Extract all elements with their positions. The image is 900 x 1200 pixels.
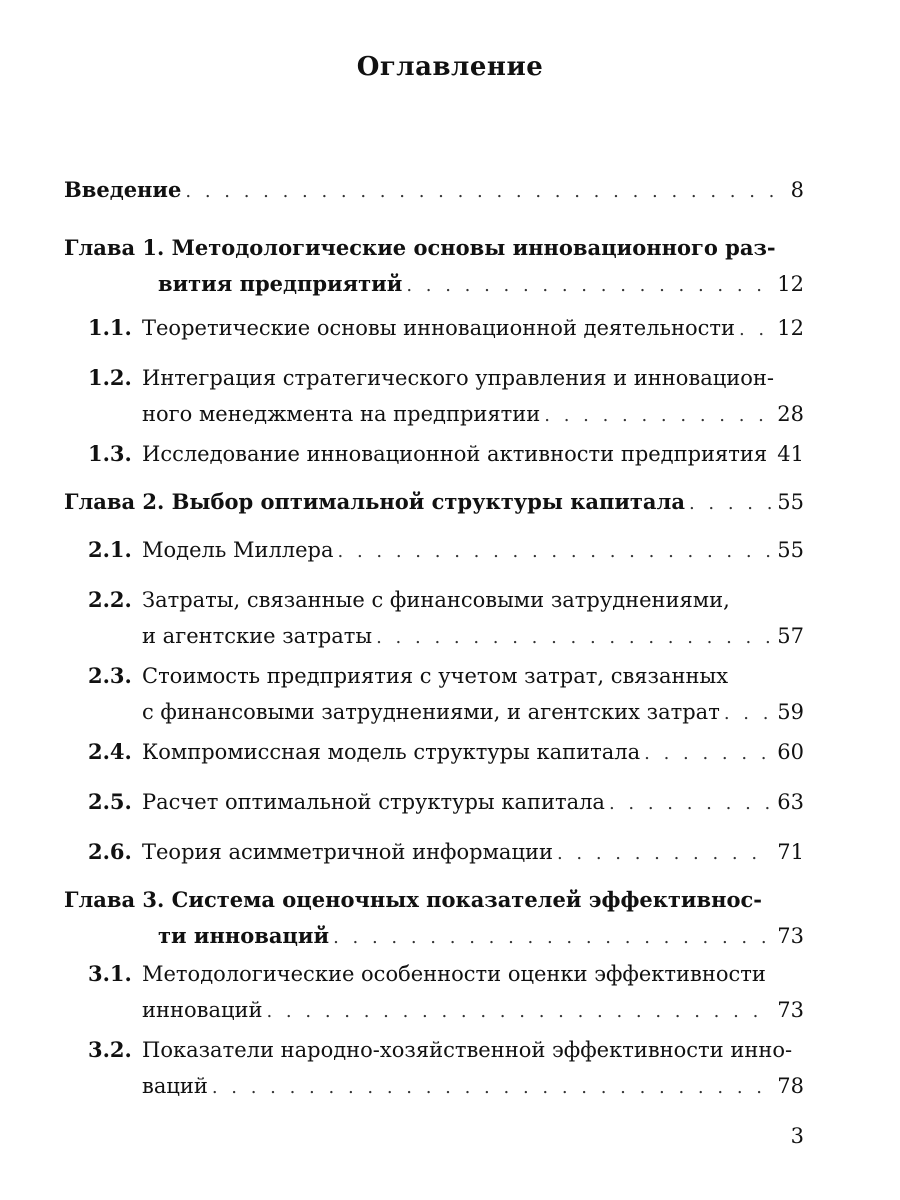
section-number: 2.5. xyxy=(88,789,132,814)
entry-label-cont: ного менеджмента на предприятии xyxy=(142,402,541,426)
dot-leader xyxy=(644,736,771,772)
toc-entry-section-2-4[interactable] xyxy=(0,734,900,770)
toc-entry-section-3-2[interactable] xyxy=(0,1032,900,1104)
entry-label-cont: и агентские затраты xyxy=(142,624,373,648)
entry-label: Стоимость предприятия с учетом затрат, связанных xyxy=(142,664,729,688)
entry-page: 41 xyxy=(777,442,804,466)
section-number: 3.2. xyxy=(88,1037,132,1062)
toc-entry-section-1-3[interactable] xyxy=(0,436,900,472)
entry-page: 12 xyxy=(777,316,804,340)
dot-leader xyxy=(333,920,771,956)
dot-leader xyxy=(557,836,771,872)
entry-label-cont: инноваций xyxy=(142,998,263,1022)
entry-label: Теоретические основы инновационной деятельности xyxy=(142,316,735,340)
section-number: 2.6. xyxy=(88,839,132,864)
dot-leader xyxy=(266,994,771,1030)
toc-entry-section-2-6[interactable] xyxy=(0,834,900,870)
entry-label: Затраты, связанные с финансовыми затруднениями, xyxy=(142,588,730,612)
toc-entry-section-2-3[interactable] xyxy=(0,658,900,730)
entry-label-cont: ти инноваций xyxy=(158,923,330,948)
section-number: 1.1. xyxy=(88,315,132,340)
entry-label-cont: ваций xyxy=(142,1074,208,1098)
entry-page: 78 xyxy=(777,1074,804,1098)
dot-leader xyxy=(544,398,771,434)
entry-label: Исследование инновационной активности предприятия xyxy=(142,442,768,466)
section-number: 2.3. xyxy=(88,663,132,688)
entry-page: 12 xyxy=(777,272,804,296)
dot-leader xyxy=(739,312,771,348)
toc-entry-section-3-1[interactable] xyxy=(0,956,900,1028)
entry-page: 28 xyxy=(777,402,804,426)
entry-page: 73 xyxy=(777,998,804,1022)
dot-leader xyxy=(724,696,771,732)
toc-entry-chapter-1[interactable] xyxy=(0,230,900,302)
dot-leader xyxy=(212,1070,771,1106)
dot-leader xyxy=(689,486,771,522)
toc-entry-section-2-5[interactable] xyxy=(0,784,900,820)
toc-entry-chapter-3[interactable] xyxy=(0,882,900,954)
entry-label: Введение xyxy=(64,177,182,202)
section-number: 1.2. xyxy=(88,365,132,390)
section-number: 2.4. xyxy=(88,739,132,764)
entry-page: 55 xyxy=(777,538,804,562)
dot-leader xyxy=(376,620,771,656)
dot-leader xyxy=(185,174,774,210)
entry-label: Теория асимметричной информации xyxy=(142,840,553,864)
entry-page: 55 xyxy=(777,490,804,514)
section-number: 3.1. xyxy=(88,961,132,986)
toc-entry-intro[interactable] xyxy=(0,172,900,208)
dot-leader xyxy=(338,534,772,570)
entry-label: Компромиссная модель структуры капитала xyxy=(142,740,641,764)
entry-page: 73 xyxy=(777,924,804,948)
entry-label: Модель Миллера xyxy=(142,538,334,562)
entry-page: 57 xyxy=(777,624,804,648)
entry-label-cont: вития предприятий xyxy=(158,271,403,296)
toc-entry-section-2-1[interactable] xyxy=(0,532,900,568)
dot-leader xyxy=(609,786,771,822)
toc-entry-chapter-2[interactable] xyxy=(0,484,900,520)
entry-page: 71 xyxy=(777,840,804,864)
dot-leader xyxy=(406,268,771,304)
entry-page: 59 xyxy=(777,700,804,724)
entry-label-cont: с финансовыми затруднениями, и агентских затрат xyxy=(142,700,720,724)
entry-label: Методологические особенности оценки эффективности xyxy=(142,962,766,986)
entry-page: 60 xyxy=(777,740,804,764)
page-number: 3 xyxy=(790,1124,804,1148)
section-number: 2.1. xyxy=(88,537,132,562)
entry-label: Расчет оптимальной структуры капитала xyxy=(142,790,605,814)
entry-page: 8 xyxy=(790,178,804,202)
entry-label: Глава 1. Методологические основы инновационного раз- xyxy=(64,235,776,260)
toc-entry-section-1-2[interactable] xyxy=(0,360,900,432)
entry-label: Показатели народно-хозяйственной эффективности инно- xyxy=(142,1038,793,1062)
page-title: Оглавление xyxy=(356,52,544,82)
entry-page: 63 xyxy=(777,790,804,814)
toc-entry-section-1-1[interactable] xyxy=(0,310,900,346)
entry-label: Глава 2. Выбор оптимальной структуры капитала xyxy=(64,489,685,514)
entry-label: Глава 3. Система оценочных показателей эффективнос- xyxy=(64,887,762,912)
entry-label: Интеграция стратегического управления и инновацион- xyxy=(142,366,774,390)
section-number: 2.2. xyxy=(88,587,132,612)
toc-entry-section-2-2[interactable] xyxy=(0,582,900,654)
section-number: 1.3. xyxy=(88,441,132,466)
